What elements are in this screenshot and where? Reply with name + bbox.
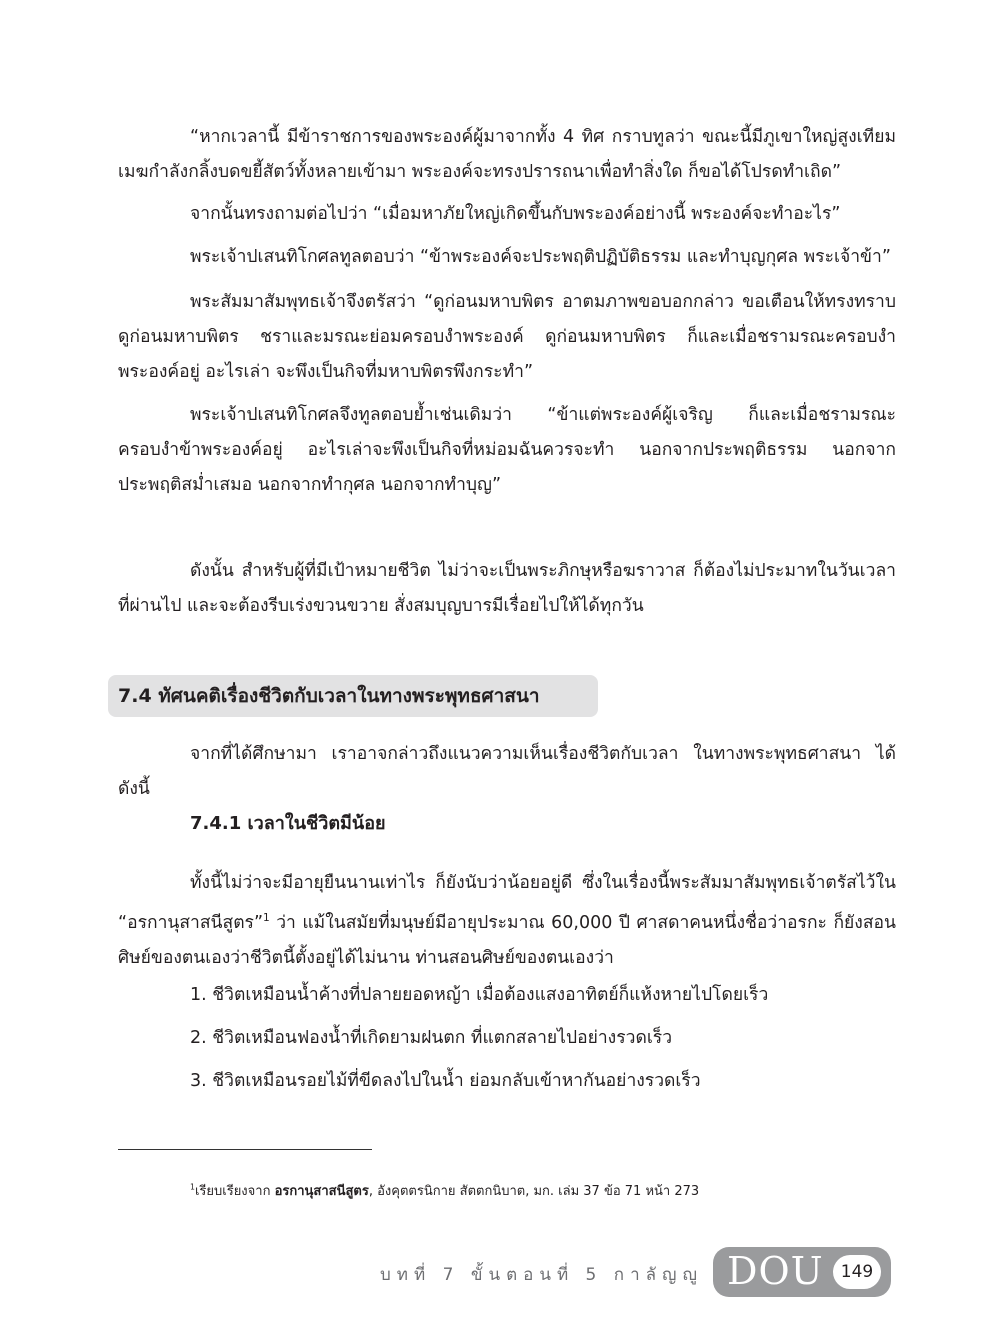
list-item: 1. ชีวิตเหมือนน้ำค้างที่ปลายยอดหญ้า เมื่อต้องแสงอาทิตย์ก็แห้งหายไปโดยเร็ว xyxy=(190,985,769,1005)
subsection-heading: 7.4.1 เวลาในชีวิตมีน้อย xyxy=(190,813,386,834)
footnote xyxy=(190,1180,699,1201)
paragraph-king-reply: พระเจ้าปเสนทิโกศลจึงทูลตอบย้ำเช่นเดิมว่า “ข้าแต่พระองค์ผู้เจริญ ก็และเมื่อชรามรณะครอบงำข้าพระองค์อยู่ อะไรเล่าจะพึงเป็นกิจที่หม่อมฉันควรจะทำ นอกจากประพฤติธรรม นอกจากประพฤติสม่ำเสมอ นอกจากทำกุศล นอกจากทำบุญ” xyxy=(118,405,896,495)
paragraph-arakanusasani xyxy=(118,866,896,976)
footer-chapter-title: บทที่ 7 ขั้นตอนที่ 5 กาลัญญู xyxy=(380,1265,703,1285)
paragraph-mountain-quote: “หากเวลานี้ มีข้าราชการของพระองค์ผู้มาจากทั้ง 4 ทิศ กราบทูลว่า ขณะนี้มีภูเขาใหญ่สูงเทียมเมฆกำลังกลิ้งบดขยี้สัตว์ทั้งหลายเข้ามา พระองค์จะทรงปรารถนาเพื่อทำสิ่งใด ก็ขอได้โปรดทำเถิด” xyxy=(118,127,896,182)
footnote-reference[interactable]: 1 xyxy=(263,912,270,924)
footer-badge xyxy=(713,1247,891,1297)
section-heading-box xyxy=(108,675,598,717)
paragraph-text-after: ว่า แม้ในสมัยที่มนุษย์มีอายุประมาณ 60,000 ปี ศาสดาคนหนึ่งชื่อว่าอรกะ ก็ยังสอนศิษย์ของตนเองว่าชีวิตนี้ตั้งอยู่ได้ไม่นาน ท่านสอนศิษย์ของตนเองว่า xyxy=(118,912,896,968)
paragraph-buddha-warning: พระสัมมาสัมพุทธเจ้าจึงตรัสว่า “ดูก่อนมหาบพิตร อาตมภาพขอบอกกล่าว ขอเตือนให้ทรงทราบ ดูก่อนมหาบพิตร ชราและมรณะย่อมครอบงำพระองค์ ดูก่อนมหาบพิตร ก็และเมื่อชรามรณะครอบงำพระองค์อยู่ อะไรเล่า จะพึงเป็นกิจที่มหาบพิตรพึงกระทำ” xyxy=(118,292,896,382)
paragraph-king-answer: พระเจ้าปเสนทิโกศลทูลตอบว่า “ข้าพระองค์จะประพฤติปฏิบัติธรรม และทำบุญกุศล พระเจ้าข้า” xyxy=(190,247,891,267)
footnote-marker: 1 xyxy=(190,1182,195,1192)
section-heading: 7.4 ทัศนคติเรื่องชีวิตกับเวลาในทางพระพุทธศาสนา xyxy=(118,685,540,707)
paragraph-conclusion: ดังนั้น สำหรับผู้ที่มีเป้าหมายชีวิต ไม่ว่าจะเป็นพระภิกษุหรือฆราวาส ก็ต้องไม่ประมาทในวันเวลาที่ผ่านไป และจะต้องรีบเร่งขวนขวาย สั่งสมบุญบารมีเรื่อยไปให้ได้ทุกวัน xyxy=(118,561,896,616)
list-item: 2. ชีวิตเหมือนฟองน้ำที่เกิดยามฝนตก ที่แตกสลายไปอย่างรวดเร็ว xyxy=(190,1028,673,1048)
paragraph-question: จากนั้นทรงถามต่อไปว่า “เมื่อมหาภัยใหญ่เกิดขึ้นกับพระองค์อย่างนี้ พระองค์จะทำอะไร” xyxy=(190,204,841,224)
footnote-divider xyxy=(118,1149,372,1150)
list-item: 3. ชีวิตเหมือนรอยไม้ที่ขีดลงไปในน้ำ ย่อมกลับเข้าหากันอย่างรวดเร็ว xyxy=(190,1071,701,1091)
page-number: 149 xyxy=(833,1255,881,1289)
footnote-prefix: เรียบเรียงจาก xyxy=(194,1184,275,1199)
paragraph-intro: จากที่ได้ศึกษามา เราอาจกล่าวถึงแนวความเห็นเรื่องชีวิตกับเวลา ในทางพระพุทธศาสนา ได้ดังนี้ xyxy=(118,744,896,799)
footnote-source-title: อรกานุสาสนีสูตร xyxy=(274,1184,369,1199)
dou-logo: DOU xyxy=(727,1249,824,1293)
footnote-citation: , อังคุตตรนิกาย สัตตกนิบาต, มก. เล่ม 37 ข้อ 71 หน้า 273 xyxy=(368,1184,700,1199)
paragraph-text-before: ทั้งนี้ไม่ว่าจะมีอายุยืนนานเท่าไร ก็ยังนับว่าน้อยอยู่ดี ซึ่งในเรื่องนี้พระสัมมาสัมพุทธเจ้าตรัสไว้ใน “อรกานุสาสนีสูตร” xyxy=(118,873,896,933)
